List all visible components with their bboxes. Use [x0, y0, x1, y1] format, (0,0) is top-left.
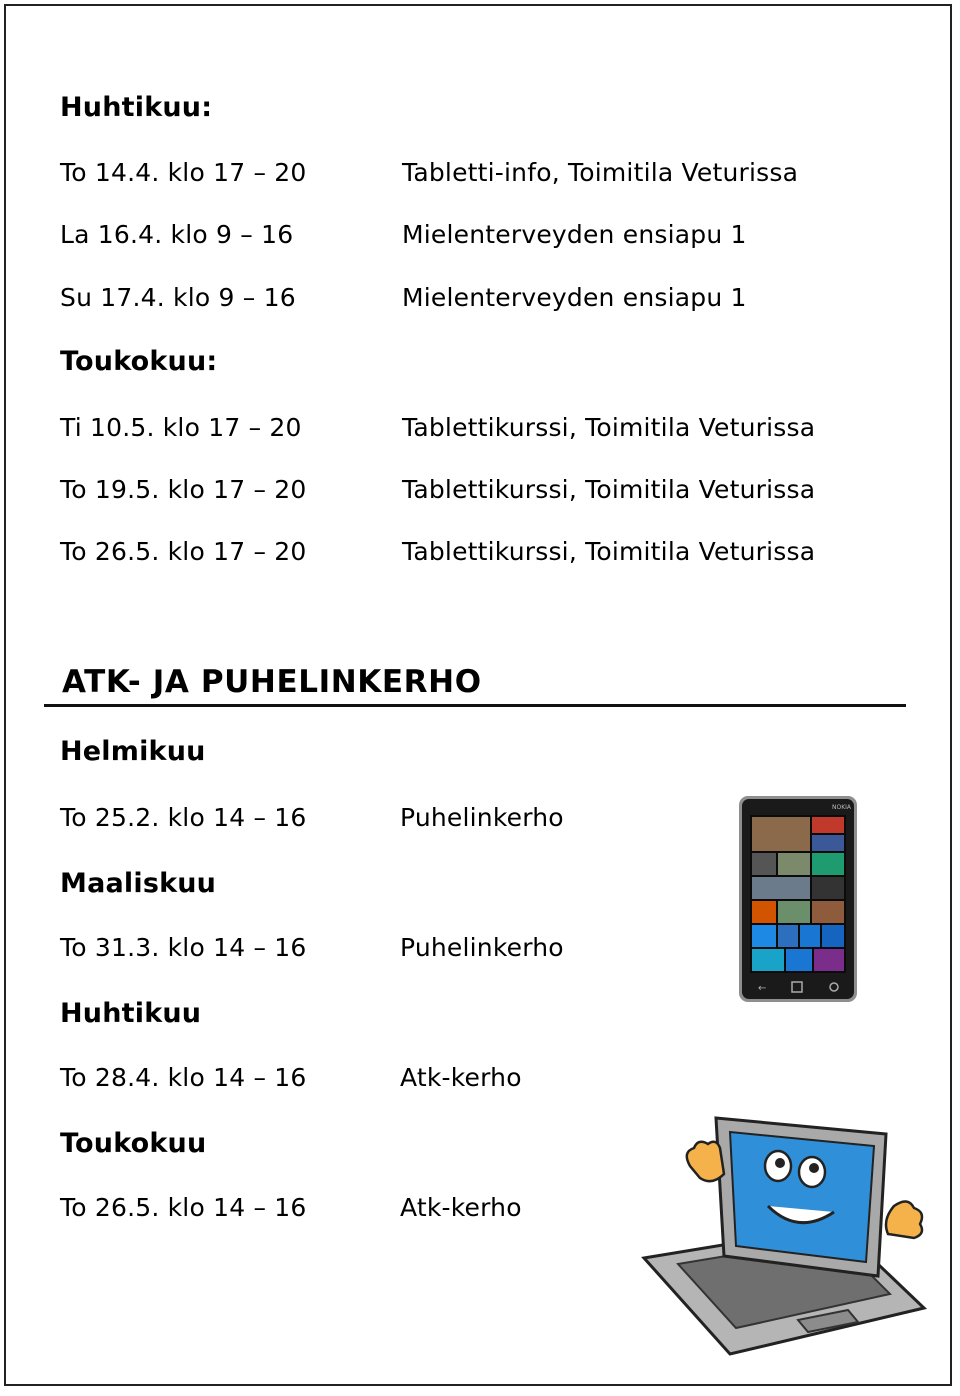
- photo-tile: [752, 817, 810, 851]
- club-event-title: Atk-kerho: [400, 1063, 522, 1092]
- app-tile: [752, 901, 776, 923]
- map-tile: [778, 901, 810, 923]
- club-month-header: Huhtikuu: [60, 998, 202, 1029]
- camera-tile: [812, 877, 844, 899]
- month-header-april: Huhtikuu:: [60, 92, 213, 123]
- club-month-header: Maaliskuu: [60, 868, 217, 899]
- event-date: La 16.4. klo 9 – 16: [60, 220, 294, 249]
- cloud-tile: [786, 949, 812, 971]
- event-date: To 26.5. klo 17 – 20: [60, 537, 307, 566]
- event-date: Ti 10.5. klo 17 – 20: [60, 413, 302, 442]
- club-event-date: To 26.5. klo 14 – 16: [60, 1193, 307, 1222]
- app-tile: [752, 925, 776, 947]
- phone-brand-text: NOKIA: [832, 804, 852, 811]
- laptop-screen: [730, 1132, 874, 1262]
- photo-tile: [778, 853, 810, 875]
- event-date: To 14.4. klo 17 – 20: [60, 158, 307, 187]
- club-event-title: Atk-kerho: [400, 1193, 522, 1222]
- instagram-tile: [752, 853, 776, 875]
- photo-tile: [812, 901, 844, 923]
- club-event-title: Puhelinkerho: [400, 933, 564, 962]
- app-tile: [812, 817, 844, 833]
- event-title: Tablettikurssi, Toimitila Veturissa: [402, 537, 816, 566]
- smartphone-illustration: [738, 795, 858, 1003]
- back-icon: ←: [758, 983, 767, 994]
- club-event-date: To 25.2. klo 14 – 16: [60, 803, 307, 832]
- club-section-title: ATK- JA PUHELINKERHO: [62, 664, 482, 700]
- event-title: Tabletti-info, Toimitila Veturissa: [402, 158, 799, 187]
- event-date: To 19.5. klo 17 – 20: [60, 475, 307, 504]
- left-hand: [687, 1142, 724, 1181]
- event-title: Mielenterveyden ensiapu 1: [402, 283, 747, 312]
- month-header-may: Toukokuu:: [60, 346, 218, 377]
- laptop-cartoon-illustration: [638, 1108, 928, 1358]
- vine-tile: [812, 853, 844, 875]
- right-pupil: [809, 1163, 819, 1173]
- onedrive-tile: [800, 925, 820, 947]
- app-tile: [778, 925, 798, 947]
- app-tile: [814, 949, 844, 971]
- club-event-title: Puhelinkerho: [400, 803, 564, 832]
- club-event-date: To 31.3. klo 14 – 16: [60, 933, 307, 962]
- club-event-date: To 28.4. klo 14 – 16: [60, 1063, 307, 1092]
- vimeo-tile: [752, 949, 784, 971]
- app-tile: [812, 835, 844, 851]
- app-tile: [822, 925, 844, 947]
- left-pupil: [775, 1158, 785, 1168]
- event-title: Tablettikurssi, Toimitila Veturissa: [402, 413, 816, 442]
- club-month-header: Helmikuu: [60, 736, 206, 767]
- section-divider: [44, 704, 906, 707]
- event-title: Mielenterveyden ensiapu 1: [402, 220, 747, 249]
- photo-tile: [752, 877, 810, 899]
- right-hand: [886, 1201, 922, 1238]
- club-month-header: Toukokuu: [60, 1128, 207, 1159]
- event-date: Su 17.4. klo 9 – 16: [60, 283, 296, 312]
- event-title: Tablettikurssi, Toimitila Veturissa: [402, 475, 816, 504]
